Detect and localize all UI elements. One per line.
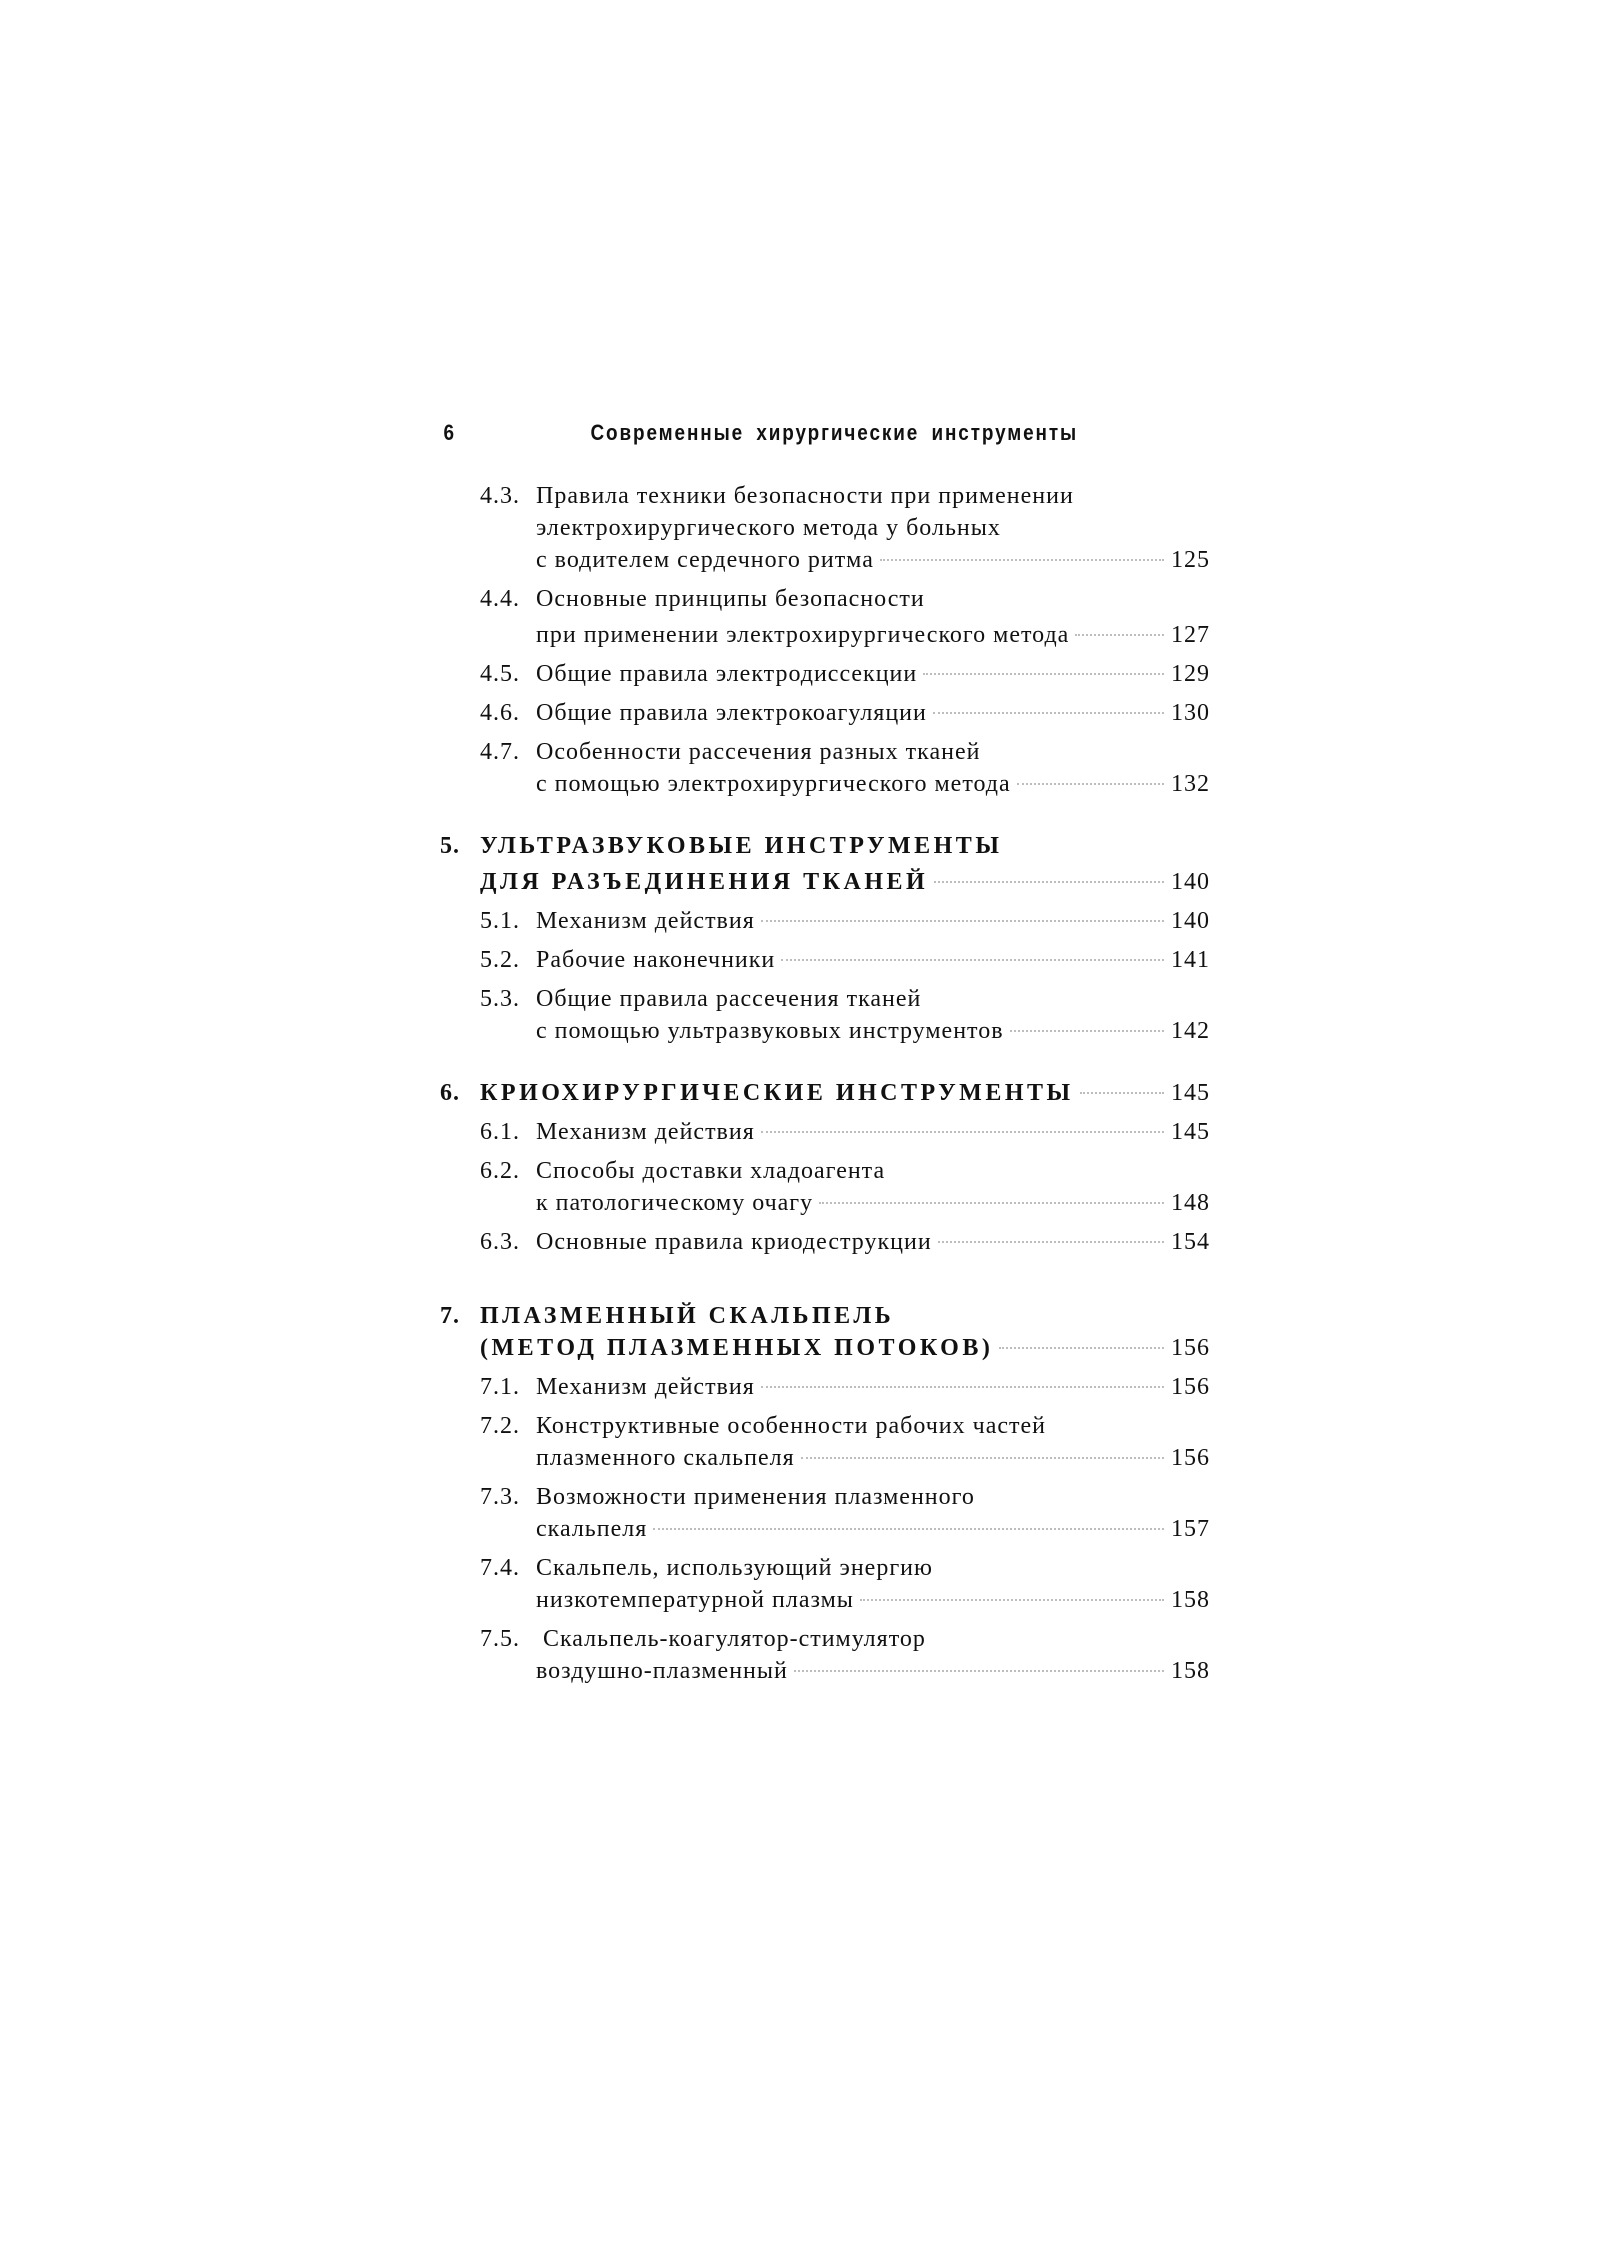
- toc-entry-4-7: [480, 736, 1210, 800]
- dot-leader: [880, 559, 1164, 561]
- toc-entry-7-5: [480, 1623, 1210, 1687]
- toc-page-number: 130: [1171, 700, 1210, 726]
- toc-title-continued: с помощью ультразвуковых инструментов: [536, 1018, 1004, 1044]
- toc-entry-5-1: [480, 905, 1210, 937]
- running-head: [440, 420, 1094, 450]
- toc-title-continued: с помощью электрохирургического метода: [536, 771, 1011, 797]
- toc-page-number: 127: [1171, 622, 1210, 648]
- dot-leader: [761, 1131, 1164, 1133]
- toc-page-number: 132: [1171, 771, 1210, 797]
- toc-entry-4-3: [480, 480, 1210, 576]
- toc-entry-7-4: [480, 1552, 1210, 1616]
- toc-entry-6-3: [480, 1226, 1210, 1258]
- toc-page-number: 141: [1171, 947, 1210, 973]
- page-number: 6: [443, 420, 454, 445]
- dot-leader: [860, 1599, 1164, 1601]
- dot-leader: [934, 881, 1164, 883]
- toc-title-continued: плазменного скальпеля: [536, 1445, 795, 1471]
- chapter-title: КРИОХИРУРГИЧЕСКИЕ ИНСТРУМЕНТЫ: [480, 1080, 1074, 1106]
- toc-page-number: 154: [1171, 1229, 1210, 1255]
- chapter-title: УЛЬТРАЗВУКОВЫЕ ИНСТРУМЕНТЫ: [480, 833, 1003, 859]
- dot-leader: [938, 1241, 1164, 1243]
- toc-title: Общие правила электродиссекции: [536, 661, 918, 687]
- toc-title: Способы доставки хладоагента: [536, 1158, 886, 1184]
- toc-title: Особенности рассечения разных тканей: [536, 739, 981, 765]
- toc-chapter-6: [440, 1077, 1210, 1109]
- toc-number: 7.1.: [480, 1374, 520, 1400]
- toc-number: 4.3.: [480, 483, 520, 509]
- toc-title-continued: электрохирургического метода у больных: [536, 515, 1001, 541]
- chapter-number: 6.: [440, 1080, 460, 1106]
- toc-entry-4-4: [480, 583, 1210, 651]
- dot-leader: [923, 673, 1164, 675]
- toc-title: Механизм действия: [536, 1374, 755, 1400]
- dot-leader: [1080, 1092, 1164, 1094]
- toc-page-number: 129: [1171, 661, 1210, 687]
- toc-page-number: 140: [1171, 869, 1210, 895]
- toc-page-number: 156: [1171, 1445, 1210, 1471]
- toc-number: 7.3.: [480, 1484, 520, 1510]
- dot-leader: [819, 1202, 1164, 1204]
- toc-page-number: 142: [1171, 1018, 1210, 1044]
- toc-entry-4-6: [480, 697, 1210, 729]
- chapter-number: 7.: [440, 1303, 460, 1329]
- toc-entry-7-3: [480, 1481, 1210, 1545]
- toc-number: 6.1.: [480, 1119, 520, 1145]
- toc-title: Механизм действия: [536, 1119, 755, 1145]
- toc-title: Правила техники безопасности при применении: [536, 483, 1074, 509]
- toc-title: Общие правила рассечения тканей: [536, 986, 922, 1012]
- toc-number: 7.2.: [480, 1413, 520, 1439]
- dot-leader: [999, 1347, 1164, 1349]
- toc-title-continued: к патологическому очагу: [536, 1190, 814, 1216]
- toc-page-number: 125: [1171, 547, 1210, 573]
- toc-number: 6.3.: [480, 1229, 520, 1255]
- toc-number: 5.3.: [480, 986, 520, 1012]
- toc-entry-7-2: [480, 1410, 1210, 1474]
- chapter-title-continued: (МЕТОД ПЛАЗМЕННЫХ ПОТОКОВ): [480, 1335, 994, 1361]
- toc-title: Общие правила электрокоагуляции: [536, 700, 927, 726]
- toc-page-number: 158: [1171, 1658, 1210, 1684]
- toc-page-number: 156: [1171, 1374, 1210, 1400]
- toc-page-number: 145: [1171, 1080, 1210, 1106]
- toc-title: Механизм действия: [536, 908, 755, 934]
- dot-leader: [761, 920, 1164, 922]
- dot-leader: [1010, 1030, 1164, 1032]
- toc-title: Скальпель-коагулятор-стимулятор: [536, 1626, 926, 1652]
- toc-number: 6.2.: [480, 1158, 520, 1184]
- toc-page-number: 156: [1171, 1335, 1210, 1361]
- dot-leader: [1075, 634, 1164, 636]
- toc-page-number: 145: [1171, 1119, 1210, 1145]
- toc-title-continued: воздушно-плазменный: [536, 1658, 788, 1684]
- toc-title: Рабочие наконечники: [536, 947, 776, 973]
- toc-number: 4.7.: [480, 739, 520, 765]
- toc-entry-5-2: [480, 944, 1210, 976]
- toc-title: Скальпель, использующий энергию: [536, 1555, 933, 1581]
- chapter-title-continued: ДЛЯ РАЗЪЕДИНЕНИЯ ТКАНЕЙ: [480, 869, 929, 895]
- toc-title-continued: при применении электрохирургического метода: [536, 622, 1070, 648]
- dot-leader: [761, 1386, 1164, 1388]
- toc-entry-5-3: [480, 983, 1210, 1047]
- toc-title-continued: низкотемпературной плазмы: [536, 1587, 854, 1613]
- dot-leader: [933, 712, 1164, 714]
- toc-number: 5.2.: [480, 947, 520, 973]
- chapter-title: ПЛАЗМЕННЫЙ СКАЛЬПЕЛЬ: [480, 1303, 895, 1329]
- toc-title: Основные правила криодеструкции: [536, 1229, 932, 1255]
- toc-chapter-5: [440, 830, 1210, 898]
- toc-page-number: 158: [1171, 1587, 1210, 1613]
- toc-number: 7.4.: [480, 1555, 520, 1581]
- toc-entry-6-2: [480, 1155, 1210, 1219]
- toc-number: 4.4.: [480, 586, 520, 612]
- toc-title: Основные принципы безопасности: [536, 586, 925, 612]
- toc-entry-7-1: [480, 1371, 1210, 1403]
- toc-number: 5.1.: [480, 908, 520, 934]
- chapter-number: 5.: [440, 833, 460, 859]
- toc-title-continued: скальпеля: [536, 1516, 648, 1542]
- book-title: Современные хирургические инструменты: [590, 420, 1079, 445]
- table-of-contents: [440, 480, 1210, 1694]
- dot-leader: [653, 1528, 1164, 1530]
- toc-number: 7.5.: [480, 1626, 520, 1652]
- toc-number: 4.5.: [480, 661, 520, 687]
- toc-page-number: 157: [1171, 1516, 1210, 1542]
- dot-leader: [794, 1670, 1164, 1672]
- dot-leader: [1017, 783, 1164, 785]
- dot-leader: [801, 1457, 1164, 1459]
- toc-page-number: 140: [1171, 908, 1210, 934]
- toc-number: 4.6.: [480, 700, 520, 726]
- toc-entry-6-1: [480, 1116, 1210, 1148]
- toc-page-number: 148: [1171, 1190, 1210, 1216]
- toc-title: Конструктивные особенности рабочих частей: [536, 1413, 1046, 1439]
- dot-leader: [781, 959, 1164, 961]
- toc-chapter-7: [440, 1300, 1210, 1364]
- toc-entry-4-5: [480, 658, 1210, 690]
- toc-title: Возможности применения плазменного: [536, 1484, 975, 1510]
- toc-title-continued: с водителем сердечного ритма: [536, 547, 874, 573]
